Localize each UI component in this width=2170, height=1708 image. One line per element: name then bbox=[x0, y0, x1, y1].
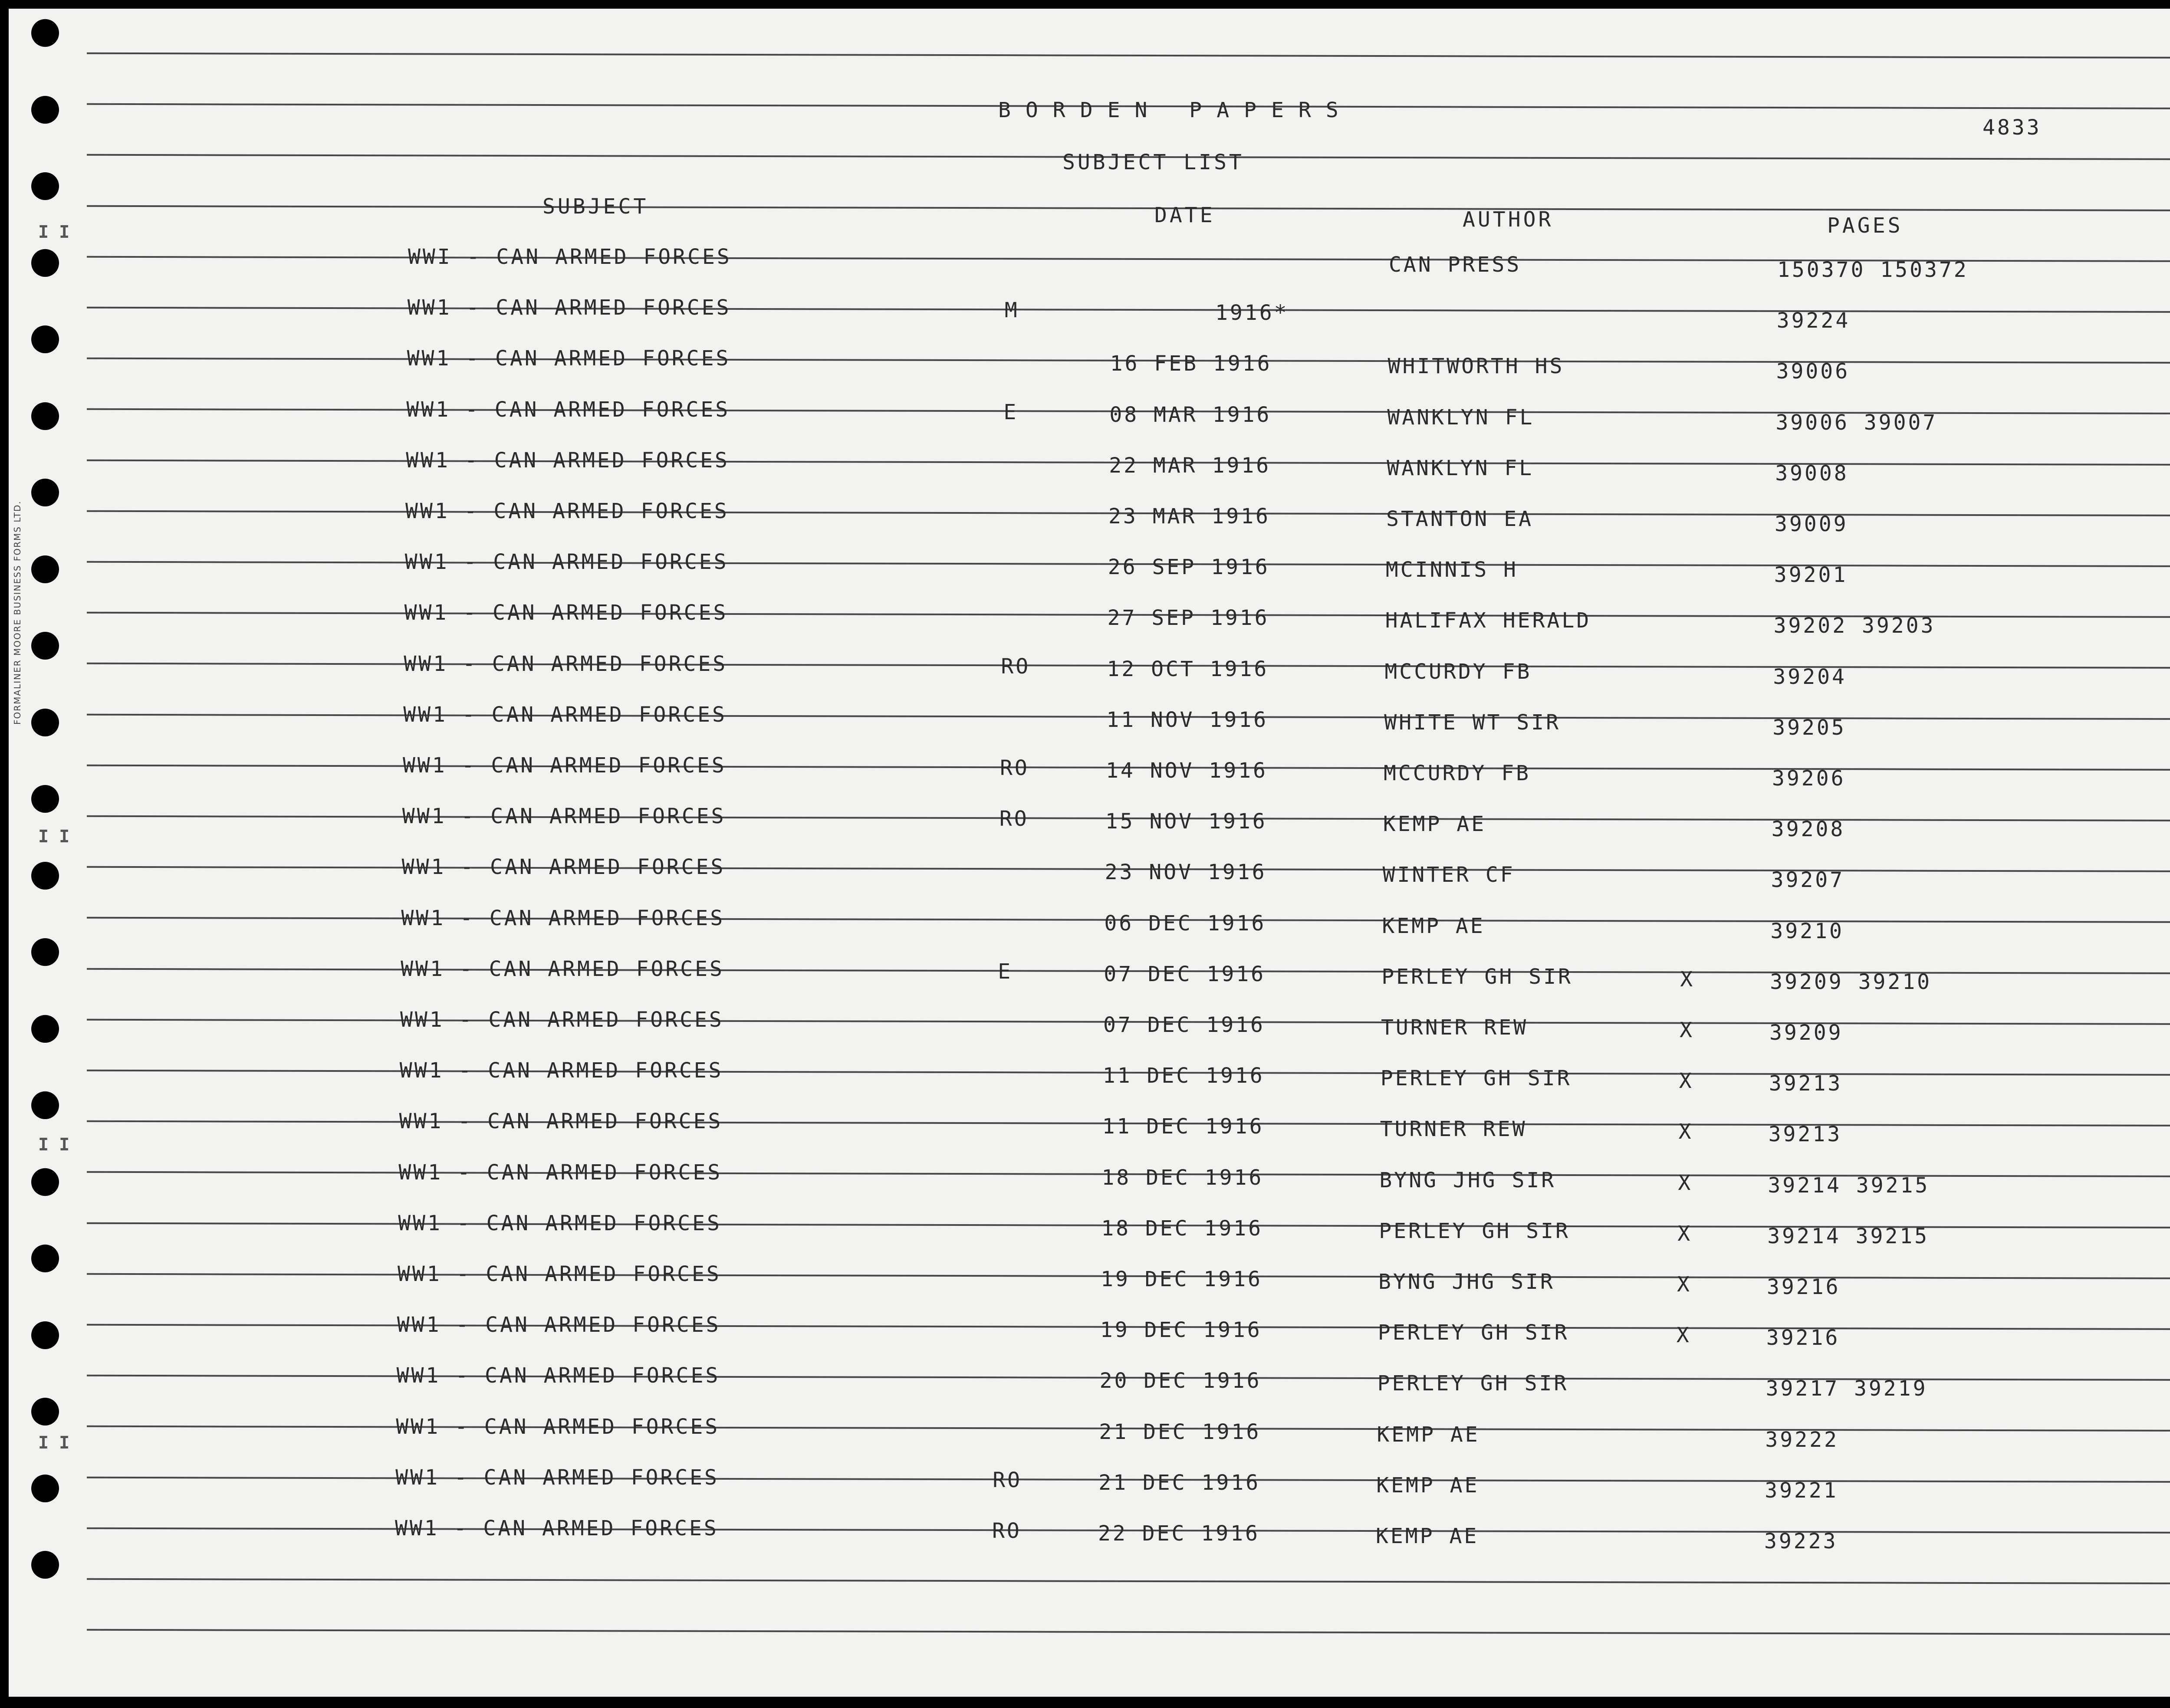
row-pages: 39216 bbox=[1766, 1326, 1840, 1350]
row-date: 22 DEC 1916 bbox=[1098, 1521, 1260, 1546]
row-subject: WW1 - CAN ARMED FORCES bbox=[395, 1516, 719, 1540]
row-pages: 39214 39215 bbox=[1767, 1224, 1930, 1248]
row-pages: 39205 bbox=[1772, 715, 1846, 740]
row-pages: 39204 bbox=[1773, 664, 1847, 689]
row-author: TURNER REW bbox=[1381, 1015, 1528, 1040]
row-pages: 39201 bbox=[1774, 563, 1848, 588]
row-pages: 39223 bbox=[1764, 1529, 1838, 1554]
perforation-mark-icon: I I bbox=[38, 827, 70, 847]
feed-hole-icon bbox=[31, 555, 59, 583]
row-subject: WW1 - CAN ARMED FORCES bbox=[407, 296, 731, 320]
row-subject: WW1 - CAN ARMED FORCES bbox=[395, 1465, 719, 1490]
row-date: 11 DEC 1916 bbox=[1102, 1064, 1265, 1088]
row-author: MCCURDY FB bbox=[1384, 761, 1531, 785]
perforation-mark-icon: I I bbox=[38, 1135, 70, 1155]
row-date: 16 FEB 1916 bbox=[1110, 351, 1272, 376]
row-date: 21 DEC 1916 bbox=[1098, 1470, 1261, 1495]
row-subject: WW1 - CAN ARMED FORCES bbox=[404, 651, 728, 676]
row-date: 23 NOV 1916 bbox=[1105, 860, 1267, 885]
row-author: KEMP AE bbox=[1383, 812, 1486, 837]
row-pages: 39224 bbox=[1776, 309, 1851, 333]
feed-hole-icon bbox=[31, 1475, 59, 1502]
feed-hole-icon bbox=[31, 862, 59, 890]
row-pages: 39216 bbox=[1767, 1275, 1841, 1299]
feed-hole-icon bbox=[31, 1551, 59, 1579]
row-author: HALIFAX HERALD bbox=[1385, 608, 1591, 633]
row-date: 06 DEC 1916 bbox=[1104, 911, 1266, 936]
row-subject: WW1 - CAN ARMED FORCES bbox=[397, 1313, 721, 1337]
row-author: STANTON EA bbox=[1386, 507, 1533, 531]
row-code: E bbox=[998, 959, 1013, 984]
feed-hole-icon bbox=[31, 1321, 59, 1349]
row-author: WANKLYN FL bbox=[1387, 456, 1534, 480]
row-subject: WW1 - CAN ARMED FORCES bbox=[398, 1160, 723, 1185]
row-code: M bbox=[1004, 298, 1019, 323]
column-header-date: DATE bbox=[1154, 203, 1215, 227]
row-pages: 39209 39210 bbox=[1770, 969, 1932, 994]
row-date: 18 DEC 1916 bbox=[1101, 1216, 1263, 1241]
row-date: 07 DEC 1916 bbox=[1103, 1013, 1265, 1037]
row-subject: WW1 - CAN ARMED FORCES bbox=[399, 1109, 723, 1134]
row-author: MCINNIS H bbox=[1385, 558, 1518, 582]
row-author: TURNER REW bbox=[1380, 1117, 1527, 1142]
row-author: KEMP AE bbox=[1376, 1473, 1480, 1498]
row-subject: WW1 - CAN ARMED FORCES bbox=[407, 346, 731, 371]
row-subject: WW1 - CAN ARMED FORCES bbox=[401, 855, 726, 880]
row-pages: 39214 39215 bbox=[1768, 1173, 1930, 1198]
row-pages: 39209 bbox=[1769, 1021, 1843, 1045]
row-code: RO bbox=[1000, 756, 1029, 780]
perforation-mark-icon: I I bbox=[38, 1433, 70, 1453]
row-flag: X bbox=[1677, 1272, 1692, 1297]
feed-hole-icon bbox=[31, 479, 59, 506]
row-author: BYNG JHG SIR bbox=[1379, 1168, 1556, 1192]
feed-hole-icon bbox=[31, 938, 59, 966]
row-pages: 39207 bbox=[1771, 868, 1845, 893]
row-date: 19 DEC 1916 bbox=[1100, 1318, 1262, 1343]
feed-hole-icon bbox=[31, 1245, 59, 1272]
feed-hole-icon bbox=[31, 1168, 59, 1196]
row-code: RO bbox=[999, 807, 1029, 831]
row-subject: WW1 - CAN ARMED FORCES bbox=[402, 804, 726, 829]
row-flag: X bbox=[1676, 1323, 1691, 1348]
row-subject: WW1 - CAN ARMED FORCES bbox=[403, 702, 727, 727]
row-subject: WW1 - CAN ARMED FORCES bbox=[398, 1262, 721, 1286]
perforation-mark-icon: I I bbox=[38, 222, 70, 242]
row-author: WINTER CF bbox=[1382, 863, 1515, 887]
row-code: RO bbox=[993, 1468, 1022, 1492]
row-author: BYNG JHG SIR bbox=[1378, 1270, 1555, 1294]
feed-hole-icon bbox=[31, 632, 59, 660]
row-pages: 39009 bbox=[1775, 512, 1848, 536]
row-subject: WW1 - CAN ARMED FORCES bbox=[398, 1211, 722, 1235]
feed-hole-icon bbox=[31, 1091, 59, 1119]
ruled-line bbox=[87, 307, 2170, 313]
row-flag: X bbox=[1679, 1069, 1694, 1094]
row-pages: 39206 bbox=[1772, 766, 1846, 791]
feed-hole-icon bbox=[31, 709, 59, 736]
row-date: 18 DEC 1916 bbox=[1101, 1165, 1264, 1190]
row-flag: X bbox=[1678, 1120, 1693, 1144]
row-subject: WW1 - CAN ARMED FORCES bbox=[404, 550, 729, 575]
feed-hole-icon bbox=[31, 785, 59, 813]
row-date: 21 DEC 1916 bbox=[1099, 1419, 1261, 1444]
row-subject: WW1 - CAN ARMED FORCES bbox=[401, 906, 725, 930]
row-date: 11 NOV 1916 bbox=[1106, 707, 1269, 732]
row-author: PERLEY GH SIR bbox=[1379, 1219, 1570, 1243]
form-manufacturer-label: FORMALINER MOORE BUSINESS FORMS LTD. bbox=[12, 500, 23, 725]
row-flag: X bbox=[1680, 1018, 1694, 1042]
row-pages: 39217 39219 bbox=[1766, 1376, 1928, 1401]
row-date: 08 MAR 1916 bbox=[1109, 402, 1272, 427]
row-date: 15 NOV 1916 bbox=[1105, 809, 1267, 834]
row-author: PERLEY GH SIR bbox=[1378, 1320, 1569, 1345]
feed-hole-icon bbox=[31, 1398, 59, 1426]
page-number: 4833 bbox=[1983, 115, 2042, 140]
row-author: KEMP AE bbox=[1377, 1422, 1480, 1447]
row-pages: 39008 bbox=[1775, 461, 1849, 486]
column-header-author: AUTHOR bbox=[1463, 207, 1554, 232]
row-pages: 39210 bbox=[1770, 919, 1844, 943]
ruled-line bbox=[87, 1629, 2170, 1635]
row-author: MCCURDY FB bbox=[1384, 659, 1532, 684]
feed-hole-icon bbox=[31, 96, 59, 124]
row-date: 26 SEP 1916 bbox=[1108, 555, 1270, 580]
row-pages: 39202 39203 bbox=[1773, 614, 1936, 638]
feed-hole-icon bbox=[31, 19, 59, 47]
column-header-pages: PAGES bbox=[1827, 214, 1903, 238]
row-date: 14 NOV 1916 bbox=[1106, 759, 1268, 783]
ruled-line bbox=[87, 53, 2170, 59]
row-subject: WWI - CAN ARMED FORCES bbox=[408, 245, 732, 269]
row-flag: X bbox=[1680, 967, 1695, 992]
row-author: PERLEY GH SIR bbox=[1377, 1371, 1569, 1396]
row-subject: WW1 - CAN ARMED FORCES bbox=[406, 397, 730, 422]
document-title: BORDEN PAPERS bbox=[998, 98, 1353, 122]
row-pages: 39006 39007 bbox=[1775, 410, 1938, 435]
row-date: 22 MAR 1916 bbox=[1109, 453, 1271, 478]
row-pages: 39222 bbox=[1765, 1427, 1839, 1452]
row-date: 07 DEC 1916 bbox=[1104, 962, 1266, 986]
row-pages: 39006 bbox=[1776, 359, 1850, 384]
row-code: E bbox=[1003, 400, 1019, 424]
row-author: KEMP AE bbox=[1382, 913, 1485, 938]
row-subject: WW1 - CAN ARMED FORCES bbox=[405, 499, 729, 523]
row-date: 27 SEP 1916 bbox=[1107, 606, 1269, 631]
row-code: RO bbox=[1001, 654, 1031, 679]
row-date: 12 OCT 1916 bbox=[1107, 657, 1269, 681]
row-date: 11 DEC 1916 bbox=[1102, 1114, 1264, 1139]
row-subject: WW1 - CAN ARMED FORCES bbox=[406, 448, 730, 473]
column-header-subject: SUBJECT bbox=[542, 194, 649, 219]
row-pages: 39213 bbox=[1769, 1071, 1843, 1096]
row-date: 23 MAR 1916 bbox=[1108, 504, 1270, 529]
row-subject: WW1 - CAN ARMED FORCES bbox=[399, 1058, 723, 1083]
row-subject: WW1 - CAN ARMED FORCES bbox=[396, 1414, 720, 1439]
ruled-line bbox=[87, 1578, 2170, 1584]
feed-hole-icon bbox=[31, 1015, 59, 1043]
row-subject: WW1 - CAN ARMED FORCES bbox=[401, 956, 724, 981]
row-pages: 39221 bbox=[1765, 1478, 1838, 1503]
row-author: KEMP AE bbox=[1376, 1524, 1479, 1548]
row-date: 20 DEC 1916 bbox=[1099, 1369, 1262, 1393]
row-subject: WW1 - CAN ARMED FORCES bbox=[404, 601, 728, 625]
row-pages: 39213 bbox=[1768, 1122, 1842, 1147]
row-author: WHITE WT SIR bbox=[1384, 710, 1561, 735]
row-code: RO bbox=[992, 1519, 1022, 1543]
row-subject: WW1 - CAN ARMED FORCES bbox=[396, 1363, 720, 1388]
row-flag: X bbox=[1678, 1170, 1693, 1195]
row-subject: WW1 - CAN ARMED FORCES bbox=[403, 753, 727, 778]
printout-sheet bbox=[9, 9, 2170, 1697]
row-date: 19 DEC 1916 bbox=[1101, 1267, 1263, 1291]
row-author: WANKLYN FL bbox=[1387, 405, 1535, 430]
row-subject: WW1 - CAN ARMED FORCES bbox=[400, 1008, 724, 1032]
row-date: 1916* bbox=[1215, 301, 1289, 325]
row-author: PERLEY GH SIR bbox=[1380, 1066, 1572, 1091]
document-subtitle: SUBJECT LIST bbox=[1062, 150, 1244, 174]
row-author: WHITWORTH HS bbox=[1387, 354, 1565, 379]
ruled-line bbox=[87, 205, 2170, 211]
row-flag: X bbox=[1677, 1221, 1693, 1246]
row-author: PERLEY GH SIR bbox=[1381, 964, 1573, 989]
row-pages: 150370 150372 bbox=[1777, 258, 1969, 282]
row-author: CAN PRESS bbox=[1389, 253, 1522, 277]
feed-hole-icon bbox=[31, 325, 59, 353]
feed-hole-icon bbox=[31, 402, 59, 430]
feed-hole-icon bbox=[31, 249, 59, 277]
row-pages: 39208 bbox=[1771, 817, 1845, 842]
feed-hole-icon bbox=[31, 172, 59, 200]
